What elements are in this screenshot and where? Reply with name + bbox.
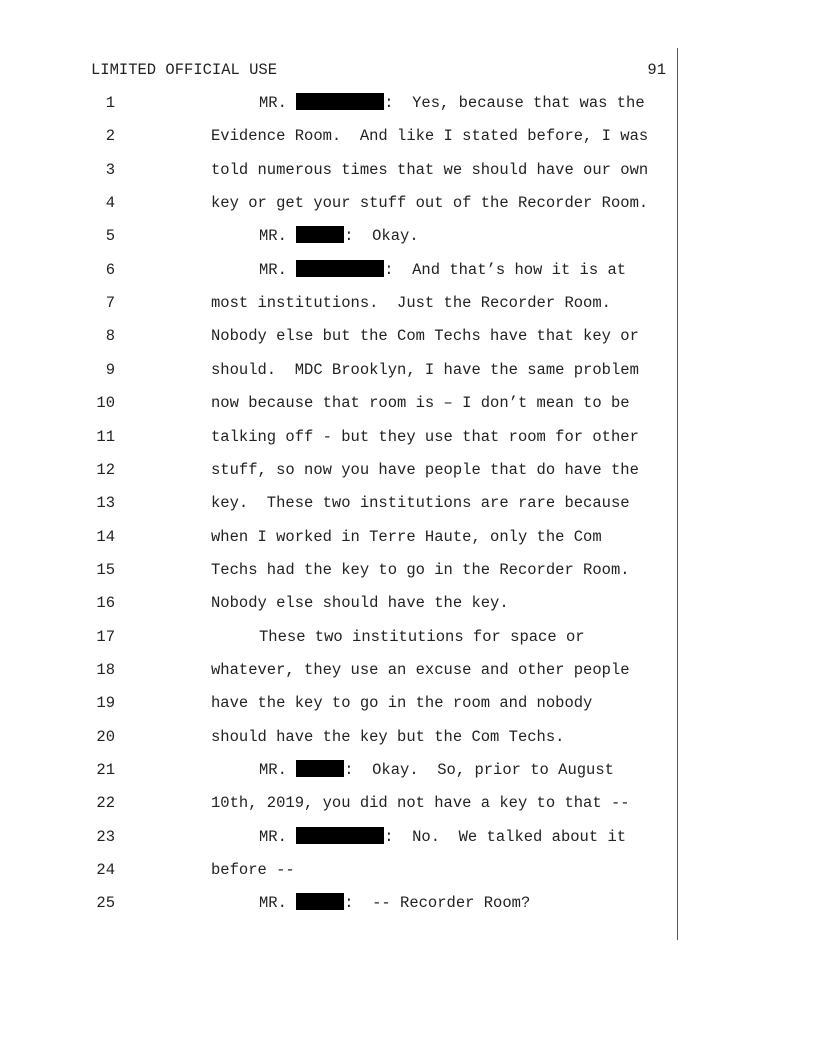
text-segment: MR. (259, 227, 297, 246)
text-segment: Techs had the key to go in the Recorder Room. (211, 560, 630, 579)
transcript-line (0, 427, 680, 447)
line-text (211, 860, 295, 880)
text-segment: Evidence Room. And like I stated before, I was (211, 127, 649, 146)
text-segment: most institutions. Just the Recorder Room. (211, 294, 611, 313)
line-number: 13 (96, 494, 115, 513)
transcript-line (0, 260, 680, 280)
line-number: 4 (105, 194, 115, 213)
transcript-line (0, 326, 680, 346)
text-segment: told numerous times that we should have our own (211, 160, 649, 179)
line-number: 20 (96, 727, 115, 746)
transcript-line (0, 727, 680, 747)
line-text (211, 193, 648, 213)
text-segment: : And that’s how it is at (384, 260, 627, 279)
transcript-line (0, 760, 680, 780)
text-segment: Nobody else should have the key. (211, 594, 509, 613)
line-text (211, 360, 639, 380)
transcript-line (0, 126, 680, 146)
line-text (211, 493, 630, 513)
text-segment: : -- Recorder Room? (344, 894, 531, 913)
line-text (211, 793, 630, 813)
transcript-line (0, 660, 680, 680)
redaction-box (296, 260, 384, 277)
line-text (211, 460, 639, 480)
text-segment: Nobody else but the Com Techs have that key or (211, 327, 639, 346)
line-number: 6 (105, 260, 115, 279)
redaction-box (296, 827, 384, 844)
line-text (211, 160, 648, 180)
text-segment: whatever, they use an excuse and other people (211, 660, 630, 679)
transcript-line (0, 360, 680, 380)
text-segment: now because that room is – I don’t mean to be (211, 394, 630, 413)
line-number: 1 (105, 94, 115, 112)
line-text (211, 560, 630, 580)
transcript-line (0, 693, 680, 713)
redaction-box (296, 226, 344, 243)
text-segment: should have the key but the Com Techs. (211, 727, 565, 746)
line-number: 16 (96, 594, 115, 613)
text-segment: talking off - but they use that room for other (211, 427, 639, 446)
line-text (211, 393, 630, 413)
line-number: 14 (96, 527, 115, 546)
transcript-line (0, 293, 680, 313)
text-segment: when I worked in Terre Haute, only the Com (211, 527, 602, 546)
transcript-line (0, 226, 680, 246)
transcript-line (0, 893, 680, 913)
transcript-line (0, 460, 680, 480)
line-number: 19 (96, 694, 115, 713)
text-segment: These two institutions for space or (259, 627, 585, 646)
classification-header: LIMITED OFFICIAL USE (91, 61, 278, 79)
text-segment: should. MDC Brooklyn, I have the same problem (211, 360, 639, 379)
line-text (211, 593, 509, 613)
text-segment: : Okay. So, prior to August (344, 761, 614, 779)
text-segment: MR. (259, 94, 297, 112)
line-text (259, 627, 585, 647)
text-segment: : No. We talked about it (384, 827, 627, 846)
text-segment: MR. (259, 894, 297, 913)
transcript-line (0, 860, 680, 880)
line-number: 7 (105, 294, 115, 313)
line-text (259, 760, 614, 780)
line-text (259, 827, 626, 847)
text-segment: 10th, 2019, you did not have a key to that -- (211, 794, 630, 813)
redaction-box (296, 93, 384, 110)
transcript-line (0, 793, 680, 813)
text-segment: MR. (259, 827, 297, 846)
redaction-box (296, 893, 344, 910)
line-text (211, 727, 564, 747)
line-text (259, 893, 530, 913)
text-segment: key. These two institutions are rare because (211, 494, 630, 513)
line-text (211, 293, 611, 313)
line-number: 3 (105, 160, 115, 179)
line-number: 11 (96, 427, 115, 446)
line-number: 18 (96, 660, 115, 679)
line-number: 22 (96, 794, 115, 813)
line-text (211, 693, 592, 713)
line-number: 8 (105, 327, 115, 346)
line-number: 12 (96, 460, 115, 479)
line-text (259, 260, 626, 280)
line-text (259, 93, 645, 113)
text-segment: MR. (259, 260, 297, 279)
line-text (211, 527, 602, 547)
text-segment: : Yes, because that was the (384, 94, 645, 112)
line-text (211, 427, 639, 447)
line-text (211, 126, 648, 146)
line-number: 21 (96, 761, 115, 779)
transcript-line (0, 527, 680, 547)
text-segment: before -- (211, 861, 295, 880)
text-segment: have the key to go in the room and nobody (211, 694, 593, 713)
transcript-line (0, 493, 680, 513)
transcript-line (0, 593, 680, 613)
transcript-line (0, 193, 680, 213)
transcript-line (0, 627, 680, 647)
transcript-line (0, 560, 680, 580)
redaction-box (296, 760, 344, 777)
transcript-line (0, 160, 680, 180)
text-segment: : Okay. (344, 227, 419, 246)
line-text (211, 326, 639, 346)
line-number: 24 (96, 861, 115, 880)
line-number: 25 (96, 894, 115, 913)
transcript-line (0, 393, 680, 413)
line-number: 17 (96, 627, 115, 646)
page-number: 91 (647, 61, 666, 79)
line-text (259, 226, 419, 246)
line-number: 5 (105, 227, 115, 246)
line-number: 2 (105, 127, 115, 146)
text-segment: key or get your stuff out of the Recorder Room. (211, 194, 649, 213)
line-number: 10 (96, 394, 115, 413)
text-segment: stuff, so now you have people that do have the (211, 460, 639, 479)
transcript-line (0, 93, 680, 113)
line-number: 15 (96, 560, 115, 579)
transcript-line (0, 827, 680, 847)
line-text (211, 660, 630, 680)
text-segment: MR. (259, 761, 297, 779)
line-number: 23 (96, 827, 115, 846)
line-number: 9 (105, 360, 115, 379)
